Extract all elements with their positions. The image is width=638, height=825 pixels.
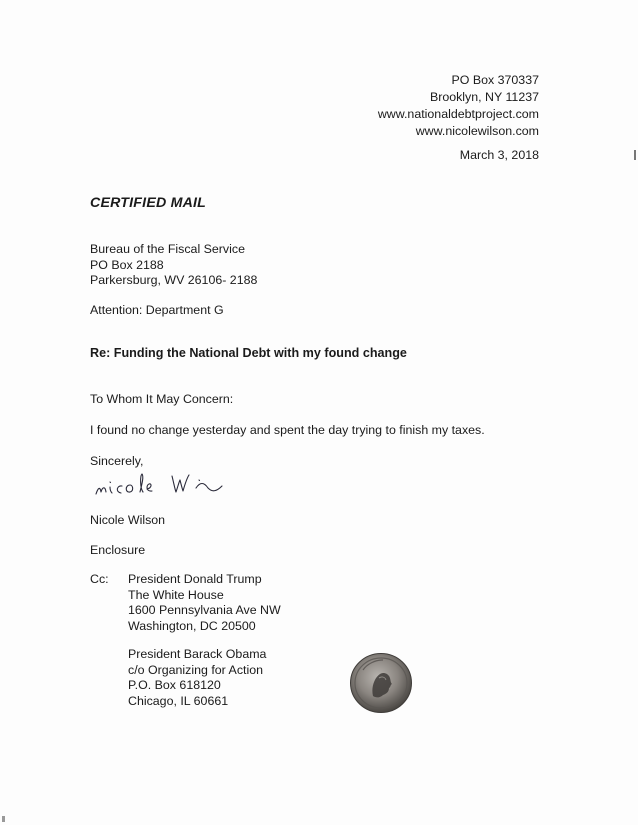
cc1-name: President Donald Trump [128, 572, 262, 586]
nickel-coin-icon [349, 652, 413, 714]
recipient-address [90, 242, 257, 289]
sender-po-box: PO Box 370337 [451, 73, 539, 87]
certified-mail-heading: CERTIFIED MAIL [90, 195, 207, 211]
letter-body: I found no change yesterday and spent the day trying to finish my taxes. [90, 423, 485, 437]
scan-corner-mark [2, 816, 5, 822]
sender-address [378, 72, 539, 140]
handwritten-signature [92, 470, 242, 506]
sender-website-2: www.nicolewilson.com [415, 124, 539, 138]
cc2-po-box: P.O. Box 618120 [128, 678, 221, 692]
attention-line: Attention: Department G [90, 303, 224, 317]
cc2-org: c/o Organizing for Action [128, 662, 263, 677]
cc-recipient-1 [128, 572, 281, 634]
closing: Sincerely, [90, 454, 144, 468]
enclosure-note: Enclosure [90, 543, 146, 557]
cc2-city: Chicago, IL 60661 [128, 693, 229, 708]
cc1-street: 1600 Pennsylvania Ave NW [128, 603, 281, 617]
cc-recipient-2 [128, 647, 266, 709]
scan-edge-mark [634, 150, 636, 160]
recipient-po-box: PO Box 2188 [90, 257, 164, 272]
cc1-org: The White House [128, 587, 224, 602]
recipient-city: Parkersburg, WV 26106- 2188 [90, 273, 258, 287]
cc2-name: President Barack Obama [128, 647, 267, 661]
recipient-name: Bureau of the Fiscal Service [90, 242, 245, 256]
letter-date: March 3, 2018 [459, 148, 539, 162]
cc-label: Cc: [90, 572, 109, 586]
cc1-city: Washington, DC 20500 [128, 618, 256, 633]
salutation: To Whom It May Concern: [90, 392, 234, 406]
signer-name: Nicole Wilson [90, 513, 166, 527]
sender-city: Brooklyn, NY 11237 [429, 90, 539, 104]
sender-website-1: www.nationaldebtproject.com [377, 107, 539, 121]
subject-line: Re: Funding the National Debt with my found change [90, 346, 407, 360]
